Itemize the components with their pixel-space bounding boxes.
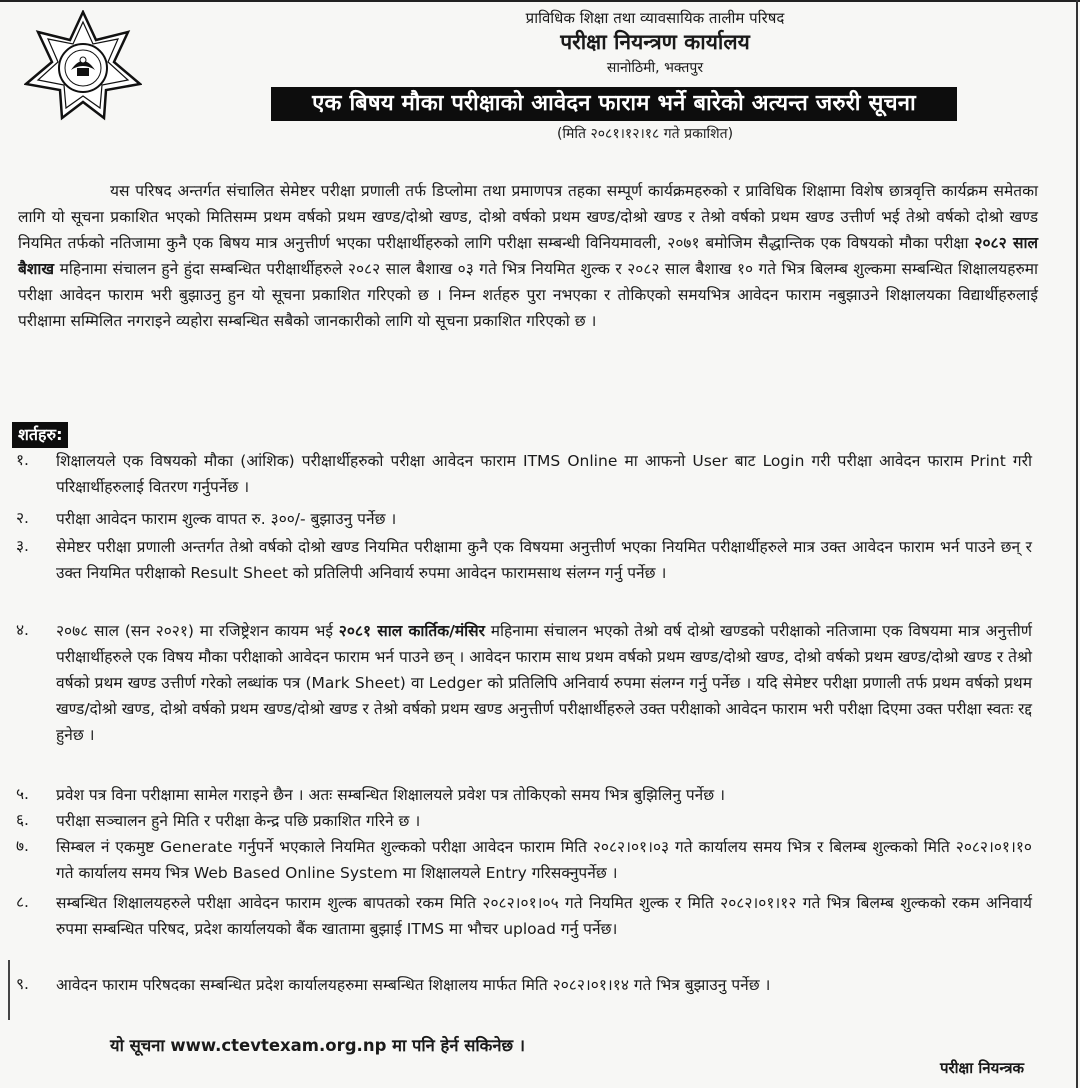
notice-title: एक बिषय मौका परीक्षाको आवेदन फाराम भर्ने बारेको अत्यन्त जरुरी सूचना [271,87,957,121]
office-address: सानोठिमी, भक्तपुर [606,60,704,76]
condition-4-text-a: २०७८ साल (सन २०२१) मा रजिष्ट्रेशन कायम भई [56,622,339,640]
condition-text: सम्बन्धित शिक्षालयहरुले परीक्षा आवेदन फाराम शुल्क बापतको रकम मिति २०८२।०१।०५ गते नियमित शुल्क र मिति २०८२।०१।१२ गते भित्र बिलम्ब शुल्कको रकम अनिवार्य रुपमा सम्बन्धित परिषद, प्रदेश कार्यालयको बैंक खातामा बुझाई ITMS मा भौचर upload गर्नु पर्नेछ। [56,894,1032,938]
condition-number: ४. [16,621,29,639]
office-name: परीक्षा नियन्त्रण कार्यालय [560,30,750,54]
condition-4-exam-month: २०८१ साल कार्तिक/मंसिर [338,622,485,640]
intro-text-1: यस परिषद अन्तर्गत संचालित सेमेष्टर परीक्षा प्रणाली तर्फ डिप्लोमा तथा प्रमाणपत्र तहका सम्पूर्ण कार्यक्रमहरुको र प्राविधिक शिक्षामा विशेष छात्रवृत्ति कार्यक्रम समेतका लागि यो सूचना प्रकाशित भएको मितिसम्म प्रथम वर्षको प्रथम खण्ड/दोश्रो खण्ड, दोश्रो वर्षको प्रथम खण्ड/दोश्रो खण्ड र तेश्रो वर्षको प्रथम खण्ड उत्तीर्ण भई तेश्रो वर्षको दोश्रो खण्ड नियमित तर्फको नतिजामा कुनै एक बिषय मात्र अनुत्तीर्ण भएका परीक्षार्थीहरुको लागि परीक्षा सम्बन्धी विनियमावली, २०७१ बमोजिम सैद्धान्तिक एक विषयको मौका परीक्षा [18,182,1038,252]
condition-text [56,618,1032,748]
condition-number: १. [16,451,29,469]
condition-number: ७. [16,837,29,855]
scan-edge-right [1076,0,1078,1088]
published-date: (मिति २०८१।१२।१८ गते प्रकाशित) [556,126,734,142]
scan-edge-left [8,960,10,1020]
condition-text: परीक्षा सञ्चालन हुने मिति र परीक्षा केन्द्र पछि प्रकाशित गरिने छ । [56,812,421,830]
website-note: यो सूचना www.ctevtexam.org.np मा पनि हेर्न सकिनेछ । [110,1036,526,1055]
condition-text: प्रवेश पत्र विना परीक्षामा सामेल गराइने छैन । अतः सम्बन्धित शिक्षालयले प्रवेश पत्र तोकिएको समय भित्र बुझिलिनु पर्नेछ । [56,786,725,804]
council-name: प्राविधिक शिक्षा तथा व्यावसायिक तालीम परिषद [525,9,785,27]
condition-number: ३. [16,537,29,555]
condition-text: आवेदन फाराम परिषदका सम्बन्धित प्रदेश कार्यालयहरुमा सम्बन्धित शिक्षालय मार्फत मिति २०८२।०१।१४ गते भित्र बुझाउनु पर्नेछ । [56,976,771,994]
intro-paragraph [18,178,1038,334]
condition-text: सिम्बल नं एकमुष्ट Generate गर्नुपर्ने भएकाले नियमित शुल्कको परीक्षा आवेदन फाराम मिति २०८२।०१।०३ गते कार्यालय समय भित्र र बिलम्ब शुल्कको मिति २०८२।०१।१० गते कार्यालय समय भित्र Web Based Online System मा शिक्षालयले Entry गरिसक्नुपर्नेछ । [56,838,1032,882]
condition-text: सेमेष्टर परीक्षा प्रणाली अन्तर्गत तेश्रो वर्षको दोश्रो खण्ड नियमित परीक्षामा कुनै एक विषयमा अनुत्तीर्ण भएका नियमित परीक्षार्थीहरुले मात्र उक्त आवेदन फाराम भर्न पाउने छन् र उक्त नियमित परीक्षाको Result Sheet को प्रतिलिपी अनिवार्य रुपमा आवेदन फारामसाथ संलग्न गर्नु पर्नेछ । [56,538,1032,582]
intro-exam-month: २०८२ साल बैशाख [18,234,1038,278]
intro-text-2: महिनामा संचालन हुने हुंदा सम्बन्धित परीक्षार्थीहरुले २०८२ साल बैशाख ०३ गते भित्र नियमित शुल्क र २०८२ साल बैशाख १० गते भित्र बिलम्ब शुल्कमा सम्बन्धित शिक्षालयहरुमा परीक्षा आवेदन फाराम भरी बुझाउनु हुन यो सूचना प्रकाशित गरिएको छ । निम्न शर्तहरु पुरा नभएका र तोकिएको समयभित्र आवेदन फाराम नबुझाउने शिक्षालयका विद्यार्थीहरुलाई परीक्षामा सम्मिलित नगराइने व्यहोरा सम्बन्धित सबैको जानकारीको लागि यो सूचना प्रकाशित गरिएको छ । [18,260,1038,330]
ctevt-emblem-icon [24,10,142,122]
condition-number: ८. [16,893,29,911]
condition-text: परीक्षा आवेदन फाराम शुल्क वापत रु. ३००/- बुझाउनु पर्नेछ । [56,510,397,528]
condition-number: ९. [16,975,29,993]
scan-edge-top [0,0,1080,2]
condition-text: शिक्षालयले एक विषयको मौका (आंशिक) परीक्षार्थीहरुको परीक्षा आवेदन फाराम ITMS Online मा आफनो User बाट Login गरी परीक्षा आवेदन फाराम Print गरी परिक्षार्थीहरुलाई वितरण गर्नुपर्नेछ । [56,452,1032,496]
conditions-heading: शर्तहरु: [12,422,68,448]
condition-number: २. [16,509,29,527]
condition-number: ६. [16,811,29,829]
signatory: परीक्षा नियन्त्रक [940,1059,1024,1077]
condition-number: ५. [16,785,29,803]
condition-4-text-b: महिनामा संचालन भएको तेश्रो वर्ष दोश्रो खण्डको परीक्षाको नतिजामा एक विषयमा मात्र अनुत्तीर्ण परीक्षार्थीहरुले एक विषय मौका परीक्षाको आवेदन फाराम भर्न पाउने छन् । आवेदन फाराम साथ प्रथम वर्षको प्रथम खण्ड/दोश्रो खण्ड, दोश्रो वर्षको प्रथम खण्ड/दोश्रो खण्ड र तेश्रो वर्षको प्रथम खण्ड उत्तीर्ण गरेको लब्धांक पत्र (Mark Sheet) वा Ledger को प्रतिलिपि अनिवार्य रुपमा संलग्न गर्नु पर्नेछ । यदि सेमेष्टर परीक्षा प्रणाली तर्फ प्रथम वर्षको प्रथम खण्ड/दोश्रो खण्ड, दोश्रो वर्षको प्रथम खण्ड/दोश्रो खण्ड र तेश्रो वर्षको प्रथम खण्ड अनुत्तीर्ण परीक्षार्थीहरुले उक्त परीक्षाको आवेदन फाराम भरी परीक्षा दिएमा उक्त परीक्षा स्वतः रद्द हुनेछ । [56,622,1033,744]
